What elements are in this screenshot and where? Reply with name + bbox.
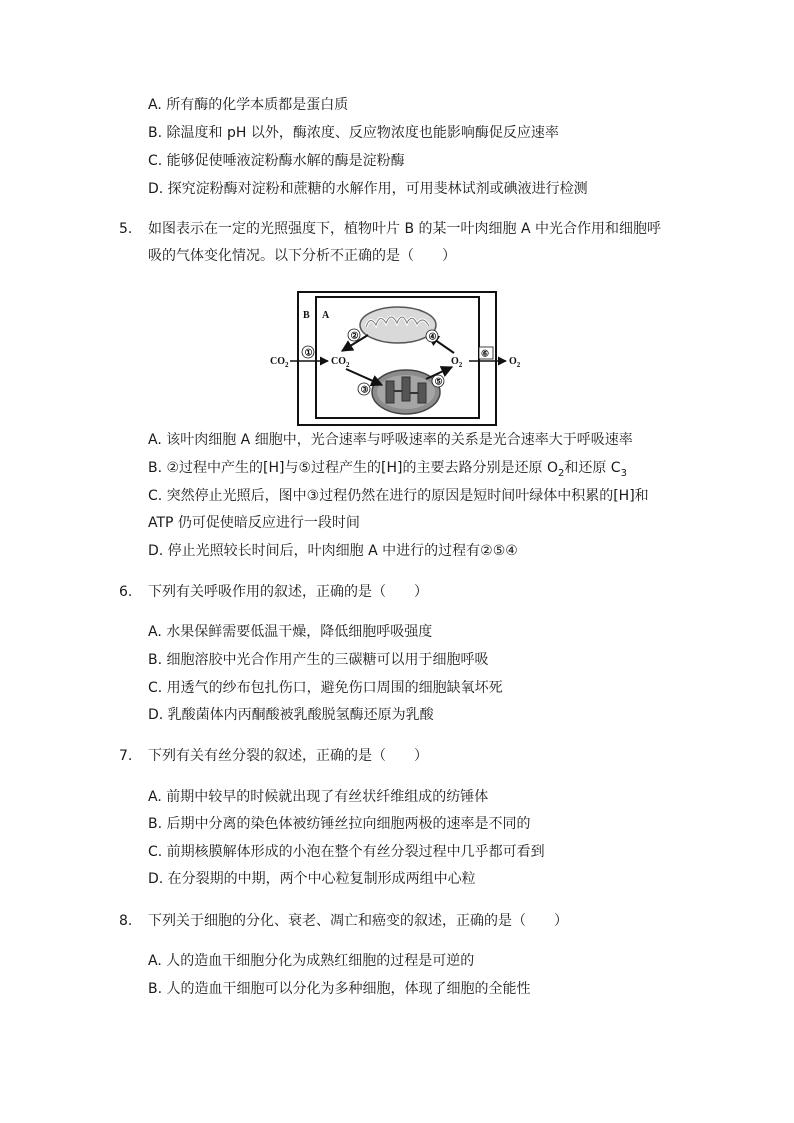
q6-number: 6. [119, 584, 133, 600]
co2-outer-label: $CO_2$ [270, 356, 289, 369]
o2-outer-label: $O_2$ [509, 356, 521, 369]
q8-number: 8. [119, 913, 133, 929]
step-4-label: ④ [428, 331, 437, 342]
q4-option-a: A. 所有酶的化学本质都是蛋白质 [148, 97, 349, 113]
q7-option-c: C. 前期核膜解体形成的小泡在整个有丝分裂过程中几乎都可看到 [148, 844, 545, 860]
q5-option-d: D. 停止光照较长时间后，叶肉细胞 A 中进行的过程有②⑤④ [148, 543, 518, 559]
q4-option-b: B. 除温度和 pH 以外，酶浓度、反应物浓度也能影响酶促反应速率 [148, 125, 559, 141]
co2-inner-label: $CO_2$ [331, 356, 350, 369]
q6-option-a: A. 水果保鲜需要低温干燥，降低细胞呼吸强度 [148, 624, 433, 640]
q5-option-a: A. 该叶肉细胞 A 细胞中，光合速率与呼吸速率的关系是光合速率大于呼吸速率 [148, 432, 633, 448]
q7-number: 7. [119, 748, 133, 764]
q5-number: 5. [119, 221, 133, 237]
photosynthesis-respiration-diagram [266, 291, 528, 427]
o2-inner-label: $O_2$ [451, 356, 463, 369]
mitochondrion-icon [360, 307, 436, 343]
step-1-label: ① [304, 347, 313, 358]
q8-stem: 下列关于细胞的分化、衰老、凋亡和癌变的叙述，正确的是（ ） [148, 913, 568, 929]
step-2-label: ② [350, 330, 359, 341]
q4-option-d: D. 探究淀粉酶对淀粉和蔗糖的水解作用，可用斐林试剂或碘液进行检测 [148, 181, 588, 197]
step-5-label: ⑤ [434, 376, 443, 387]
step-3-label: ③ [360, 384, 369, 395]
q6-option-d: D. 乳酸菌体内丙酮酸被乳酸脱氢酶还原为乳酸 [148, 707, 434, 723]
q7-option-d: D. 在分裂期的中期，两个中心粒复制形成两组中心粒 [148, 871, 476, 887]
label-a: A [322, 310, 330, 321]
q7-option-a: A. 前期中较早的时候就出现了有丝状纤维组成的纺锤体 [148, 789, 489, 805]
q6-option-b: B. 细胞溶胶中光合作用产生的三碳糖可以用于细胞呼吸 [148, 652, 489, 668]
label-b: B [303, 310, 310, 321]
q8-option-b: B. 人的造血干细胞可以分化为多种细胞，体现了细胞的全能性 [148, 981, 531, 997]
q5-option-c-line1: C. 突然停止光照后，图中③过程仍然在进行的原因是短时间叶绿体中积累的[H]和 [148, 488, 649, 504]
q5-option-c-line2: ATP 仍可促使暗反应进行一段时间 [148, 515, 360, 531]
q7-stem: 下列有关有丝分裂的叙述，正确的是（ ） [148, 748, 428, 764]
q8-option-a: A. 人的造血干细胞分化为成熟红细胞的过程是可逆的 [148, 953, 475, 969]
q4-option-c: C. 能够促使唾液淀粉酶水解的酶是淀粉酶 [148, 153, 405, 169]
q6-stem: 下列有关呼吸作用的叙述，正确的是（ ） [148, 584, 428, 600]
q7-option-b: B. 后期中分离的染色体被纺锤丝拉向细胞两极的速率是不同的 [148, 816, 531, 832]
q5-option-b: B. ②过程中产生的[H]与⑤过程产生的[H]的主要去路分别是还原 $O_2$和还原 $C_3$ [148, 460, 627, 479]
q5-stem-line2: 吸的气体变化情况。以下分析不正确的是（ ） [148, 248, 456, 264]
step-6-label: ⑥ [481, 348, 490, 359]
q6-option-c: C. 用透气的纱布包扎伤口，避免伤口周围的细胞缺氧坏死 [148, 680, 503, 696]
q5-stem-line1: 如图表示在一定的光照强度下，植物叶片 B 的某一叶肉细胞 A 中光合作用和细胞呼 [148, 221, 661, 237]
